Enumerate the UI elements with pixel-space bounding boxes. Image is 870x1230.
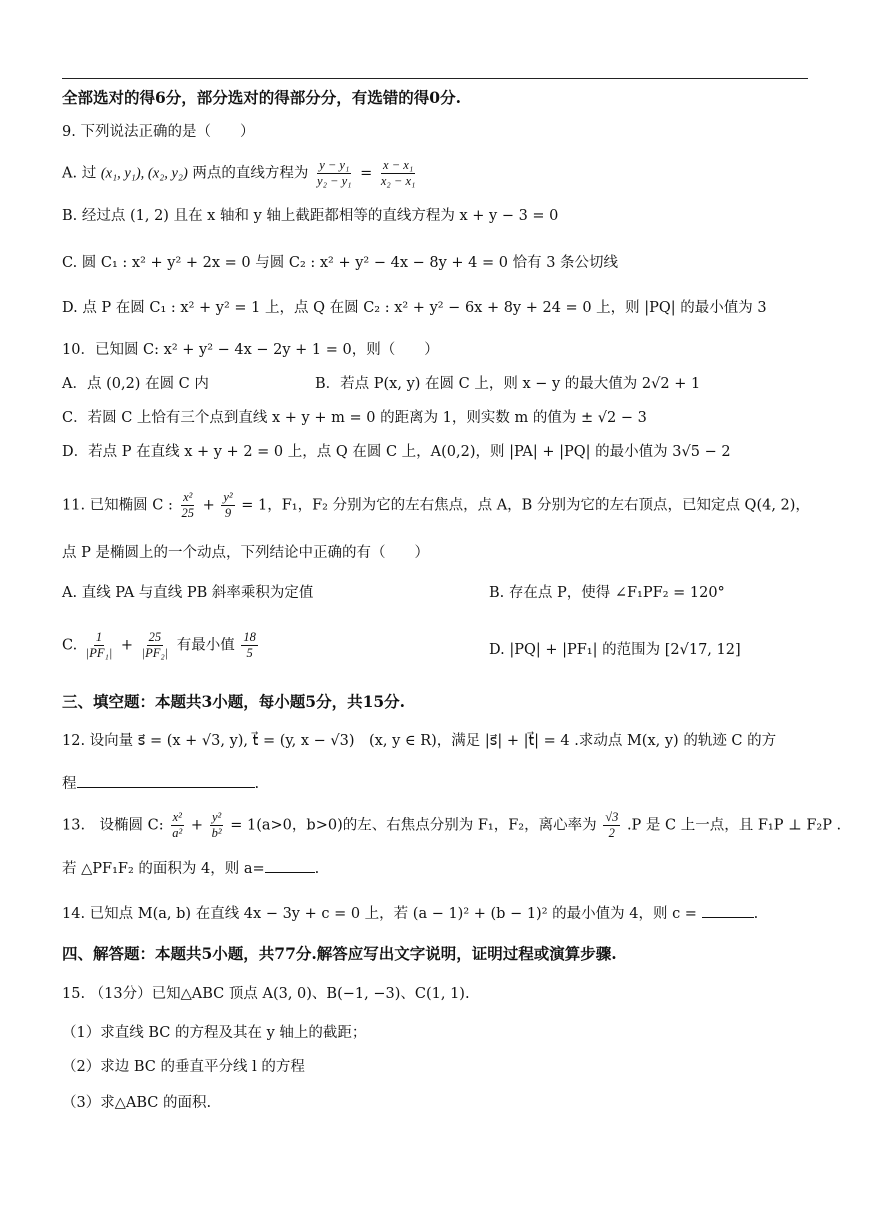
q9-a-points: (x₁, y₁), (x₂, y₂) xyxy=(100,165,188,182)
q11-fraction-y xyxy=(221,490,234,521)
q11-option-d: D. |PQ| + |PF₁| 的范围为 [2√17, 12] xyxy=(489,642,741,658)
q9-option-b: B. 经过点 (1, 2) 且在 x 轴和 y 轴上截距都相等的直线方程为 x + y − 3 = 0 xyxy=(62,208,559,224)
q9-a-f2-num: x − x₁ xyxy=(383,158,414,172)
q12-line2-suffix: . xyxy=(254,776,260,792)
q11-f2-den: 9 xyxy=(224,506,232,520)
q14-answer-blank[interactable] xyxy=(702,903,754,918)
q13-line2-prefix: 若 △PF₁F₂ 的面积为 4，则 a= xyxy=(62,861,265,877)
q14-suffix: . xyxy=(753,906,759,922)
q10-option-c: C．若圆 C 上恰有三个点到直线 x + y + m = 0 的距离为 1，则实数 m 的值为 ± √2 − 3 xyxy=(62,410,647,426)
q13-f1-num: x² xyxy=(172,810,182,824)
q10-option-b: B．若点 P(x, y) 在圆 C 上，则 x − y 的最大值为 2√2 + 1 xyxy=(315,376,701,392)
section-4-heading: 四、解答题：本题共5小题，共77分.解答应写出文字说明，证明过程或演算步骤. xyxy=(62,944,617,963)
q13-line2-suffix: . xyxy=(314,861,320,877)
top-rule xyxy=(62,78,808,79)
q9-a-fraction-1 xyxy=(315,158,353,189)
q11-c-f3-den: 5 xyxy=(246,646,253,660)
section-3-heading: 三、填空题：本题共3小题，每小题5分，共15分. xyxy=(62,692,406,711)
q9-a-f1-den: y₂ − y₁ xyxy=(317,174,352,188)
q9-a-f1-num: y − y₁ xyxy=(319,158,350,172)
q11-prefix: 11. 已知椭圆 C : xyxy=(62,497,173,514)
q13-fraction-y xyxy=(210,810,224,841)
q15-stem: 15. （13分）已知△ABC 顶点 A(3, 0)、B(−1, −3)、C(1, 1). xyxy=(62,986,470,1002)
q11-option-c xyxy=(62,630,260,661)
q11-c-plus: + xyxy=(120,637,134,654)
q9-option-d: D. 点 P 在圆 C₁ : x² + y² = 1 上，点 Q 在圆 C₂ : x² + y² − 6x + 8y + 24 = 0 上，则 |PQ| 的最小值为 3 xyxy=(62,300,767,316)
q15-part-1: （1）求直线 BC 的方程及其在 y 轴上的截距； xyxy=(62,1025,367,1041)
q11-c-mid: 有最小值 xyxy=(176,637,235,654)
q12-line1: 12. 设向量 s⃗ = (x + √3, y), t⃗ = (y, x − √3) (x, y ∈ R)，满足 |s⃗| + |t⃗| = 4 .求动点 M(x, y) 的轨迹 C 的方 xyxy=(62,733,777,749)
q13-fraction-x xyxy=(170,810,184,841)
q12-line2 xyxy=(62,773,259,794)
q13-mid: = 1(a>0，b>0)的左、右焦点分别为 F₁，F₂，离心率为 xyxy=(230,817,597,834)
q9-stem: 9. 下列说法正确的是（ ） xyxy=(62,124,255,140)
q10-option-d: D．若点 P 在直线 x + y + 2 = 0 上，点 Q 在圆 C 上，A(0,2)，则 |PA| + |PQ| 的最小值为 3√5 − 2 xyxy=(62,444,731,460)
q9-a-mid: 两点的直线方程为 xyxy=(192,165,309,182)
q13-f3-num: √3 xyxy=(605,810,619,824)
q11-line2: 点 P 是椭圆上的一个动点，下列结论中正确的有（ ） xyxy=(62,545,429,561)
q11-c-fraction-3 xyxy=(241,630,258,661)
q13-line1 xyxy=(62,810,841,841)
q13-prefix: 13. 设椭圆 C: xyxy=(62,817,164,834)
q11-fraction-x xyxy=(179,490,196,521)
q11-f1-den: 25 xyxy=(181,506,194,520)
q11-c-f2-den: |PF₂| xyxy=(141,646,169,660)
q9-option-c: C. 圆 C₁ : x² + y² + 2x = 0 与圆 C₂ : x² + y² − 4x − 8y + 4 = 0 恰有 3 条公切线 xyxy=(62,255,619,271)
q9-option-a xyxy=(62,158,419,189)
q14-text: 14. 已知点 M(a, b) 在直线 4x − 3y + c = 0 上，若 (a − 1)² + (b − 1)² 的最小值为 4，则 c = xyxy=(62,906,697,922)
q11-line1 xyxy=(62,490,810,521)
q13-suffix: .P 是 C 上一点，且 F₁P ⊥ F₂P . xyxy=(626,817,842,834)
q11-f2-num: y² xyxy=(223,490,233,504)
q13-f2-den: b² xyxy=(211,826,222,840)
q13-fraction-e xyxy=(603,810,620,841)
q15-part-2: （2）求边 BC 的垂直平分线 l 的方程 xyxy=(62,1059,305,1075)
q13-plus: + xyxy=(190,817,204,834)
q15-part-3: （3）求△ABC 的面积. xyxy=(62,1095,212,1111)
q11-c-f1-den: |PF₁| xyxy=(85,646,113,660)
q9-a-f2-den: x₂ − x₁ xyxy=(380,174,416,188)
q11-c-fraction-1 xyxy=(84,630,115,661)
q14-line xyxy=(62,903,758,924)
header-note: 全部选对的得6分，部分选对的得部分分，有选错的得0分. xyxy=(62,88,461,107)
q11-c-f1-num: 1 xyxy=(95,630,103,644)
q11-option-b: B. 存在点 P，使得 ∠F₁PF₂ = 120° xyxy=(489,585,725,601)
q9-a-prefix: A. 过 xyxy=(62,165,97,182)
q11-suffix: = 1，F₁，F₂ 分别为它的左右焦点，点 A，B 分别为它的左右顶点，已知定点 Q(4, 2)， xyxy=(241,497,810,514)
q11-c-fraction-2 xyxy=(140,630,171,661)
q10-option-a: A．点 (0,2) 在圆 C 内 xyxy=(62,376,209,392)
q12-line2-prefix: 程 xyxy=(62,776,77,792)
q11-c-f2-num: 25 xyxy=(148,630,162,644)
q13-f1-den: a² xyxy=(172,826,183,840)
q13-f2-num: y² xyxy=(211,810,222,824)
q9-a-eq: = xyxy=(360,165,373,182)
q13-f3-den: 2 xyxy=(608,826,615,840)
q12-answer-blank[interactable] xyxy=(77,773,255,788)
q13-line2 xyxy=(62,858,319,879)
q13-answer-blank[interactable] xyxy=(265,858,315,873)
q9-a-fraction-2 xyxy=(379,158,417,189)
q11-c-prefix: C. xyxy=(62,637,78,654)
q11-c-f3-num: 18 xyxy=(243,630,256,644)
q11-plus: + xyxy=(202,497,215,514)
q11-f1-num: x² xyxy=(183,490,193,504)
q11-option-a: A. 直线 PA 与直线 PB 斜率乘积为定值 xyxy=(62,585,314,601)
q10-stem: 10．已知圆 C: x² + y² − 4x − 2y + 1 = 0，则（ ） xyxy=(62,342,439,358)
